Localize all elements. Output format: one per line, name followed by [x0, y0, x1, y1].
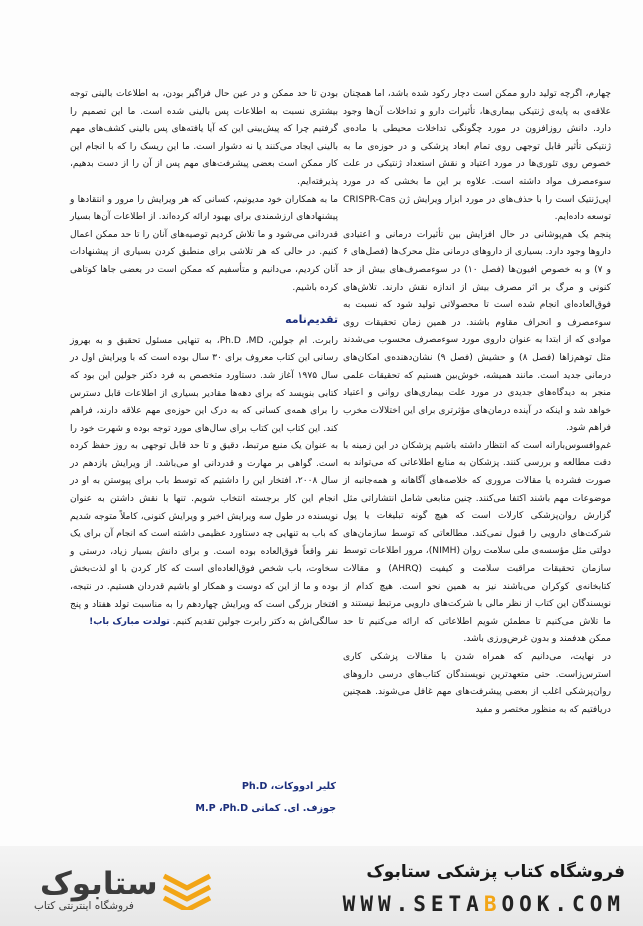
dedication-text: رابرت. ام جولین، Ph.D ،MD، به تنهایی مسئول تحقیق و به بهروز رسانی این کتاب معروف برای ۳۰ سال بوده است که با ویرایش اول در سال ۱۹۷۵ آغاز شد. دستاورد متخصص به فرد دکتر جولین این بود که کتابی بنویسد که برای دهه‌ها مقادیر بسیاری از اطلاعات قابل دسترس را برای همه‌ی کسانی که به درک این حوزه‌ی مهم علاقه دارند، فراهم کند. این کتاب این کتاب برای سال‌های مورد توجه بوده و شهرت خود را به عنوان یک منبع مرتبط، دقیق و تا حد قابل توجهی به روز حفظ کرده است. گواهی بر مهارت و قدردانی او می‌باشد. از ویرایش یازدهم در سال ۲۰۰۸، افتخار این را داشتیم که توسط باب برای پیوستن به او در انجام این کار برجسته انتخاب شویم. تنها با نقش داشتن به عنوان نویسنده در طول سه ویرایش اخیر و ویرایش کنونی، کاملاً متوجه شدیم که باب به تنهایی چه دستاورد عظیمی داشته است که انجام آن برای یک نفر واقعاً فوق‌العاده بوده است. و برای دانش بسیار زیاد، درستی و سخاوت، باب شخص فوق‌العاده‌ای است که کار کردن با او لذت‌بخش بوده و ما از این که دوست و همکار او باشیم قدردان هستیم. در نتیجه، افتخار بزرگی است که ویرایش چهاردهم را به مناسبت تولد هفتاد و پنج سالگی‌اش به دکتر رابرت جولین تقدیم کنیم.: [70, 335, 339, 628]
url-accent-letter: B: [483, 892, 502, 916]
setabook-logo: [16, 866, 236, 916]
url-part: OOK.COM: [501, 892, 625, 916]
store-name: فروشگاه کتاب پزشکی ستابوک: [366, 862, 625, 882]
right-text-column: [343, 86, 611, 719]
birthday-line: تولدت مبارک باب!: [89, 617, 170, 628]
paragraph: چهارم، اگرچه تولید دارو ممکن است دچار رکود شده باشد، اما همچنان علاقه‌ی به پایه‌ی ژنتیکی بیماری‌ها، تأثیرات دارو و تداخلات آن‌ها وجود دارد. دانش روزافزون در مورد چگونگی تداخلات محیطی با ماده‌ی ژنتیکی تأثیر قابل توجهی روی تمام ابعاد پزشکی و در حوزه‌ی ما به خصوص روی تئوری‌ها در مورد اعتیاد و نقش استعداد ژنتیکی در علت سوءمصرف مواد داشته است. علاوه بر این ما بخشی که در مورد اپی‌ژنتیک است را با حذف‌های در مورد ابزار ویرایش ژن CRISPR-Cas توسعه داده‌ایم.: [343, 89, 611, 223]
store-url[interactable]: [343, 892, 625, 916]
author-signature: جوزف. ای. کماتی M.P ،Ph.D: [195, 803, 336, 814]
paragraph: ما به همکاران خود مدیونیم، کسانی که هر ویرایش را مرور و انتقادها و پیشنهادهای ارزشمندی برای بهبود ارائه کرده‌اند. از اطلاعات آن‌ها بسیار قدردانی می‌شود و ما تلاش کردیم توصیه‌های آنان را تا حد ممکن اعمال کنیم. در حالی که هر تلاشی برای منطبق کردن بسیاری از پیشنهادات آنان کردیم، می‌دانیم و متأسفیم که ممکن است در بعضی جاها کوتاهی کرده باشیم.: [70, 194, 338, 293]
acknowledgement-heading: تقدیم‌نامه: [285, 313, 338, 327]
paragraph: بودن تا حد ممکن و در عین حال فراگیر بودن، به اطلاعات بالینی توجه بیشتری نسبت به اطلاعات پس بالینی شده است. ما این تصمیم را گرفتیم چرا که پیش‌بینی این که آیا یافته‌های پس بالینی کشف‌های مهم بالینی ایجاد می‌کنند یا نه دشوار است. ما این ریسک را که با انجام این کار ممکن است بعضی پیشرفت‌های مهم پس از آن را از دست بدهیم، پذیرفته‌ایم.: [70, 89, 338, 187]
url-part: WWW.SETA: [342, 892, 484, 916]
book-stack-icon: [160, 870, 214, 910]
paragraph: [70, 333, 338, 632]
paragraph: غم‌وافسوس‌بارانه است که انتظار داشته باشیم پزشکان در این زمینه با دقت مطالعه و بررسی کنند. پزشکان به منابع اطلاعاتی که می‌تواند به صورت فشرده یا مقالات مروری که خلاصه‌های آگاهانه و همه‌جانبه از موضوعات مهم باشند اکتفا می‌کنند. چنین منابعی شامل انتشاراتی مثل گزارش روان‌پزشکی کارلات است که هیچ گونه تبلیغات یا پول شرکت‌های دارویی را قبول نمی‌کند. مطالعاتی که توسط سازمان‌های دولتی مثل مؤسسه‌ی ملی سلامت روان (NIMH)، مرور اطلاعات توسط سازمان تحقیقات مراقبت سلامت و کیفیت (AHRQ) و مقالات کتابخانه‌ی کوکران می‌باشند نیز به همین نحو است. هیچ کدام از نویسندگان این کتاب از نظر مالی با شرکت‌های دارویی مرتبط نیستند و ما تلاش می‌کنیم تا مطمئن شویم اطلاعاتی که ارائه می‌کنیم تا حد ممکن هدفمند و بدون غرض‌ورزی باشد.: [343, 440, 611, 645]
store-footer-banner: [0, 846, 643, 926]
author-signature: کلیر ادووکات، Ph.D: [241, 781, 336, 792]
paragraph: در نهایت، می‌دانیم که همراه شدن با مقالات پزشکی کاری استرس‌زاست. حتی متعهدترین نویسندگان کتاب‌های درسی داروهای روان‌پزشکی اغلب از بعضی پیشرفت‌های مهم غافل می‌شوند. همچنین دریافتیم که به منظور مختصر و مفید: [343, 652, 611, 715]
left-text-column: [70, 86, 338, 632]
paragraph: پنجم یک هم‌پوشانی در حال افزایش بین تأثیرات درمانی و اعتیادی داروها وجود دارد. بسیاری از داروهای درمانی مثل محرک‌ها (فصل‌های ۶ و ۷) و به خصوص افیون‌ها (فصل ۱۰) در سوءمصرف‌های بیش از حد کنونی و مرگ بر اثر مصرف بیش از اندازه نقش دارند. تلاش‌های فوق‌العاده‌ای انجام شده است تا محصولاتی تولید شود که نسبت به سوءمصرف و انحراف مقاوم باشند. در همین زمان تحقیقات روی موادی که از ابتدا به عنوان داروی مورد سوءمصرف محسوب می‌شدند مثل توهم‌زاها (فصل ۸) و حشیش (فصل ۹) نشان‌دهنده‌ی امکان‌های درمانی جدید است. مانند همیشه، خوش‌بین هستیم که تحقیقات علمی منجر به دیدگاه‌های جدیدی در مورد علت بیماری‌های روانی و اعتیاد خواهد شد و اینکه در آینده درمان‌های مؤثرتری برای این اختلالات مخرب فراهم شود.: [343, 229, 611, 434]
store-info: [343, 862, 625, 916]
logo-tagline: فروشگاه اینترنتی کتاب: [34, 900, 134, 912]
logo-wordmark: ستابوک: [40, 866, 158, 902]
author-signatures: [86, 776, 336, 820]
